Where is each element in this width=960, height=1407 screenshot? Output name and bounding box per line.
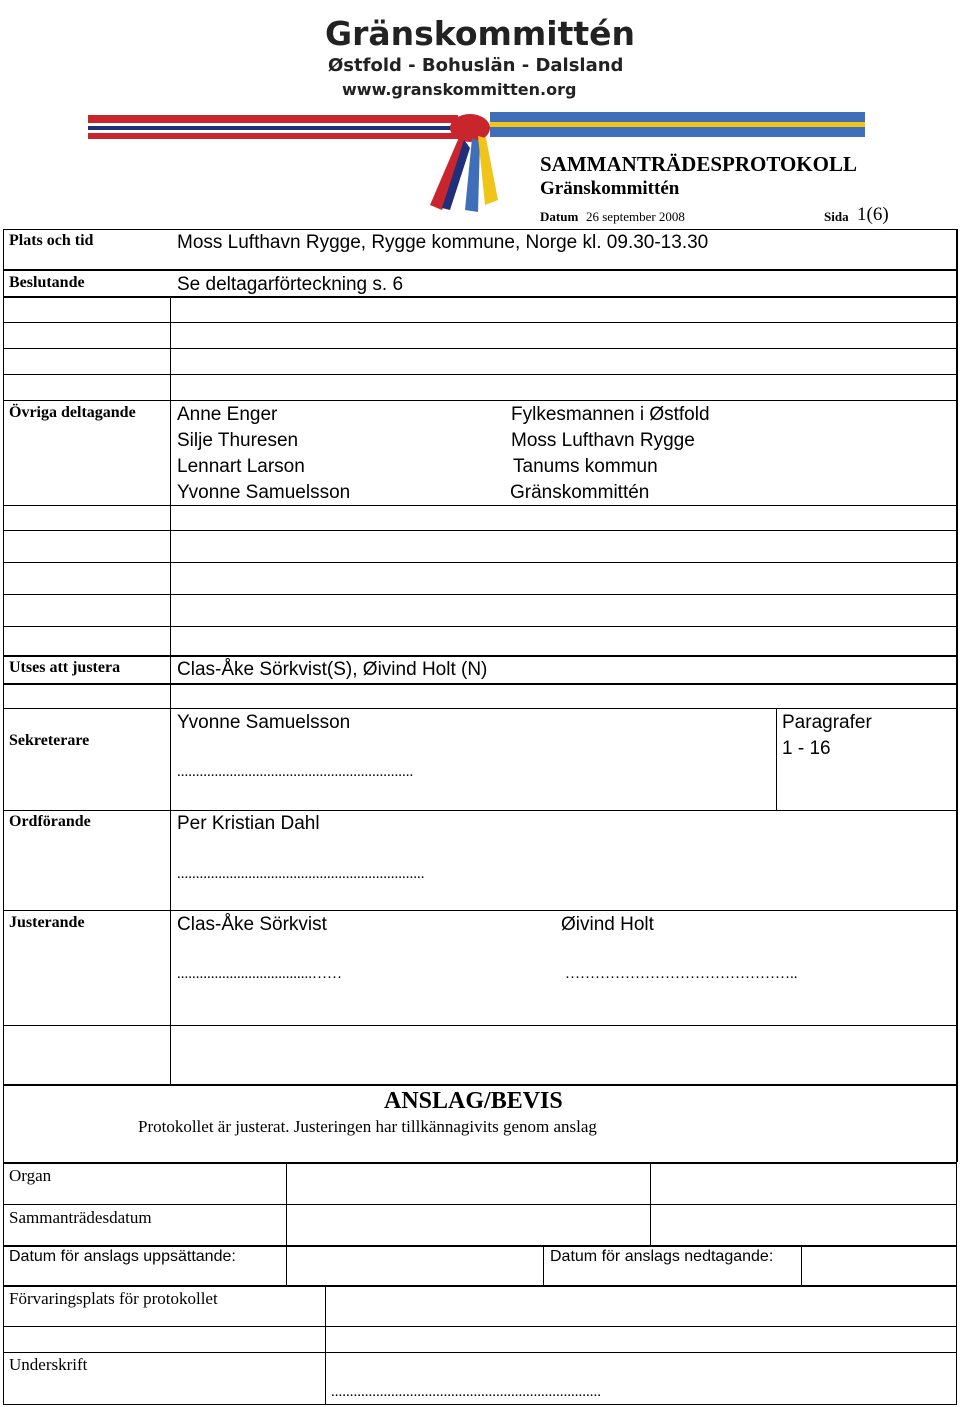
sekreterare-signature-line: ............................................................... [177, 764, 414, 780]
logo-url: www.granskommitten.org [342, 80, 577, 99]
forvaringsplats-label: Förvaringsplats för protokollet [9, 1289, 218, 1308]
paragrafer-label: Paragrafer [782, 712, 872, 733]
uppsattande-label: Datum för anslags uppsättande: [9, 1248, 236, 1265]
sammantradesdatum-field[interactable] [288, 1206, 648, 1244]
uppsattande-field[interactable] [288, 1247, 541, 1284]
logo-title: Gränskommittén [325, 14, 636, 53]
participant-name: Lennart Larson [177, 456, 305, 477]
justerande-2-name: Øivind Holt [561, 914, 654, 935]
sekreterare-label: Sekreterare [9, 732, 90, 749]
underskrift-signature-line[interactable]: ........................................................................ [331, 1384, 601, 1400]
utses-label: Utses att justera [9, 659, 121, 676]
ordforande-value: Per Kristian Dahl [177, 813, 320, 834]
participant-name: Anne Enger [177, 404, 278, 425]
nedtagande-label: Datum för anslags nedtagande: [550, 1248, 774, 1265]
beslutande-label: Beslutande [9, 274, 85, 291]
justerande-1-name: Clas-Åke Sörkvist [177, 914, 327, 935]
participant-org: Fylkesmannen i Østfold [511, 404, 710, 425]
participant-name: Silje Thuresen [177, 430, 299, 451]
sammantradesdatum-label: Sammanträdesdatum [9, 1208, 152, 1227]
date-label: Datum [540, 209, 579, 224]
page-label: Sida [824, 209, 849, 224]
organ-field[interactable] [288, 1164, 648, 1202]
nedtagande-field[interactable] [803, 1247, 955, 1284]
ordforande-label: Ordförande [9, 813, 91, 830]
logo [80, 0, 892, 215]
date-value: 26 september 2008 [586, 209, 685, 224]
justerande-1-signature-line: ....................................…… [177, 966, 342, 982]
paragrafer-value: 1 - 16 [782, 738, 831, 759]
sekreterare-value: Yvonne Samuelsson [177, 712, 351, 733]
justerande-2-signature-line: ……………………………………….. [565, 966, 798, 982]
underskrift-label: Underskrift [9, 1355, 88, 1374]
ovriga-label: Övriga deltagande [9, 404, 136, 421]
participant-name: Yvonne Samuelsson [177, 482, 351, 503]
beslutande-value: Se deltagarförteckning s. 6 [177, 274, 404, 295]
anslag-text: Protokollet är justerat. Justeringen har tillkännagivits genom anslag [138, 1117, 597, 1136]
plats-label: Plats och tid [9, 232, 94, 249]
logo-subtitle: Østfold - Bohuslän - Dalsland [328, 55, 624, 76]
justerande-label: Justerande [9, 914, 85, 931]
organ-label: Organ [9, 1166, 52, 1185]
participant-org: Moss Lufthavn Rygge [511, 430, 695, 451]
forvaringsplats-field[interactable] [327, 1287, 955, 1325]
doc-type: SAMMANTRÄDESPROTOKOLL [540, 152, 857, 176]
plats-value: Moss Lufthavn Rygge, Rygge kommune, Norge kl. 09.30-13.30 [177, 232, 709, 253]
anslag-title: ANSLAG/BEVIS [384, 1088, 563, 1114]
ordforande-signature-line: .................................................................. [177, 866, 425, 882]
participant-org: Tanums kommun [513, 456, 658, 477]
participant-org: Gränskommittén [510, 482, 650, 503]
header-org: Gränskommittén [540, 178, 680, 199]
page-value: 1(6) [857, 204, 889, 225]
utses-value: Clas-Åke Sörkvist(S), Øivind Holt (N) [177, 659, 488, 680]
